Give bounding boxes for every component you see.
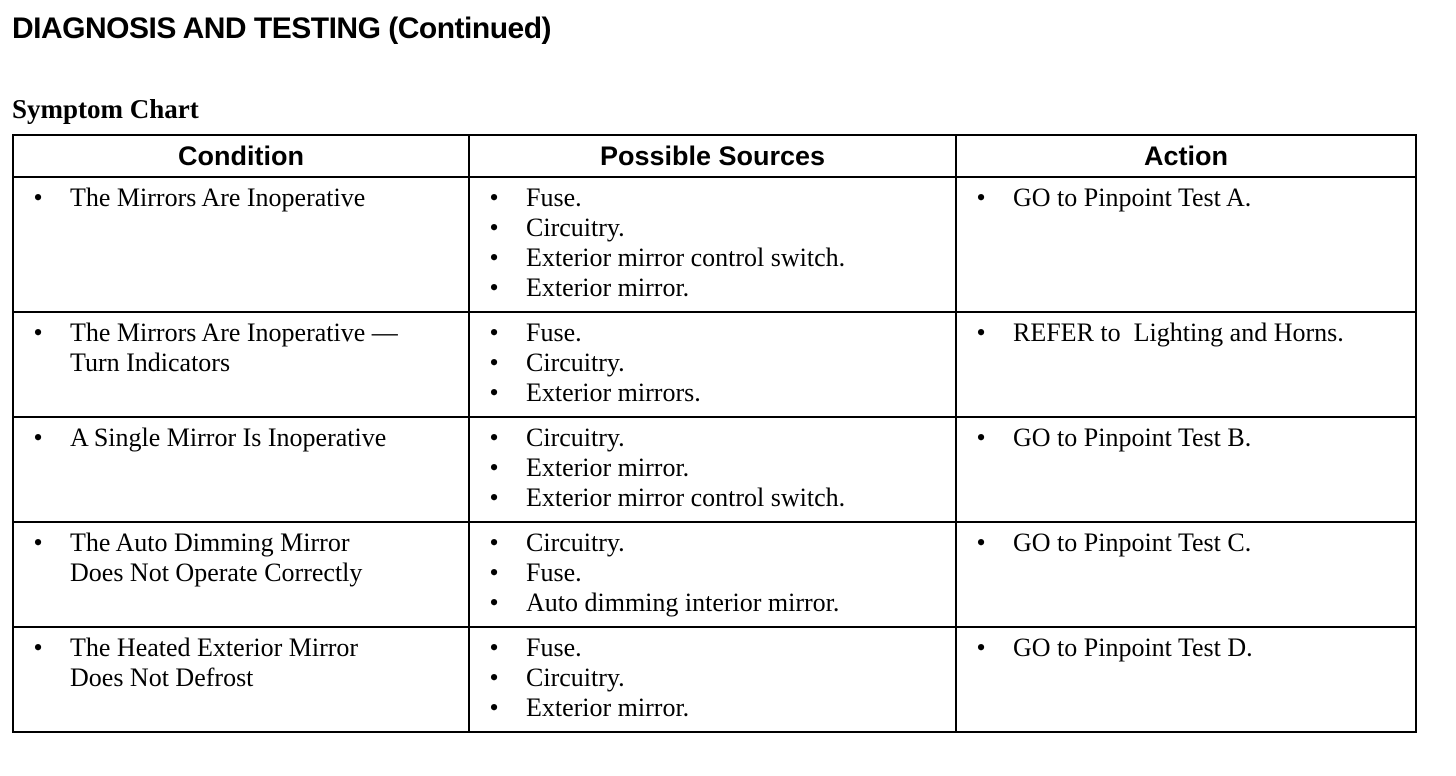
list-item <box>470 558 955 588</box>
list-item <box>470 483 955 513</box>
section-title: Symptom Chart <box>12 94 199 124</box>
bullet-icon: • <box>489 243 499 272</box>
bullet-icon: • <box>976 528 986 557</box>
condition-line: The Auto Dimming Mirror <box>70 528 350 557</box>
list-item <box>470 378 955 408</box>
source-item: Exterior mirror. <box>526 693 690 722</box>
sources-cell <box>469 177 956 312</box>
sources-cell <box>469 417 956 522</box>
action-item: GO to Pinpoint Test A. <box>1013 183 1252 212</box>
condition-line: Does Not Operate Correctly <box>70 558 363 587</box>
list-item <box>957 528 1415 558</box>
table-row <box>13 522 1416 627</box>
source-item: Circuitry. <box>526 663 625 692</box>
bullet-icon: • <box>33 183 43 212</box>
list-item <box>470 693 955 723</box>
action-cell <box>956 177 1416 312</box>
bullet-icon: • <box>489 483 499 512</box>
bullet-icon: • <box>489 558 499 587</box>
list-item <box>470 243 955 273</box>
bullet-icon: • <box>489 213 499 242</box>
action-item: GO to Pinpoint Test B. <box>1013 423 1252 452</box>
action-cell <box>956 627 1416 732</box>
condition-cell <box>13 312 469 417</box>
list-item <box>14 528 468 588</box>
source-item: Circuitry. <box>526 423 625 452</box>
source-item: Circuitry. <box>526 213 625 242</box>
list-item <box>470 213 955 243</box>
condition-cell <box>13 417 469 522</box>
list-item <box>470 633 955 663</box>
list-item <box>14 633 468 693</box>
bullet-icon: • <box>489 663 499 692</box>
bullet-icon: • <box>33 318 43 347</box>
action-cell <box>956 522 1416 627</box>
list-item <box>957 633 1415 663</box>
list-item <box>470 348 955 378</box>
bullet-icon: • <box>976 318 986 347</box>
source-item: Exterior mirror. <box>526 273 690 302</box>
source-item: Fuse. <box>526 558 582 587</box>
bullet-icon: • <box>489 378 499 407</box>
table-row <box>13 417 1416 522</box>
action-item: GO to Pinpoint Test D. <box>1013 633 1253 662</box>
bullet-icon: • <box>489 633 499 662</box>
condition-line: The Mirrors Are Inoperative — <box>70 318 398 347</box>
list-item <box>957 183 1415 213</box>
action-item: REFER to Lighting and Horns. <box>1013 318 1344 347</box>
list-item <box>470 528 955 558</box>
action-cell <box>956 417 1416 522</box>
list-item <box>14 318 468 378</box>
bullet-icon: • <box>489 348 499 377</box>
condition-line: The Heated Exterior Mirror <box>70 633 359 662</box>
table-header-row <box>13 135 1416 177</box>
condition-cell <box>13 522 469 627</box>
bullet-icon: • <box>489 453 499 482</box>
bullet-icon: • <box>489 423 499 452</box>
bullet-icon: • <box>976 183 986 212</box>
source-item: Exterior mirror. <box>526 453 690 482</box>
table-row <box>13 312 1416 417</box>
column-header-condition: Condition <box>13 135 469 177</box>
table-row <box>13 627 1416 732</box>
bullet-icon: • <box>976 633 986 662</box>
list-item <box>470 663 955 693</box>
symptom-chart-table <box>12 134 1417 733</box>
bullet-icon: • <box>489 528 499 557</box>
page-title: DIAGNOSIS AND TESTING (Continued) <box>12 12 552 45</box>
bullet-icon: • <box>489 693 499 722</box>
table-row <box>13 177 1416 312</box>
condition-line: Turn Indicators <box>70 348 231 377</box>
source-item: Exterior mirrors. <box>526 378 701 407</box>
condition-line: Does Not Defrost <box>70 663 254 692</box>
column-header-possible-sources: Possible Sources <box>469 135 956 177</box>
list-item <box>470 273 955 303</box>
list-item <box>470 453 955 483</box>
list-item <box>14 423 468 453</box>
list-item <box>470 423 955 453</box>
source-item: Exterior mirror control switch. <box>526 243 846 272</box>
list-item <box>470 318 955 348</box>
condition-line: The Mirrors Are Inoperative <box>70 183 366 212</box>
list-item <box>957 318 1415 348</box>
condition-line: A Single Mirror Is Inoperative <box>70 423 387 452</box>
bullet-icon: • <box>33 528 43 557</box>
bullet-icon: • <box>976 423 986 452</box>
column-header-action: Action <box>956 135 1416 177</box>
source-item: Auto dimming interior mirror. <box>526 588 840 617</box>
sources-cell <box>469 522 956 627</box>
source-item: Fuse. <box>526 318 582 347</box>
sources-cell <box>469 312 956 417</box>
action-item: GO to Pinpoint Test C. <box>1013 528 1252 557</box>
list-item <box>470 588 955 618</box>
source-item: Exterior mirror control switch. <box>526 483 846 512</box>
source-item: Circuitry. <box>526 348 625 377</box>
list-item <box>470 183 955 213</box>
bullet-icon: • <box>33 633 43 662</box>
action-cell <box>956 312 1416 417</box>
bullet-icon: • <box>489 588 499 617</box>
source-item: Fuse. <box>526 183 582 212</box>
condition-cell <box>13 627 469 732</box>
bullet-icon: • <box>489 183 499 212</box>
bullet-icon: • <box>489 318 499 347</box>
condition-cell <box>13 177 469 312</box>
list-item <box>957 423 1415 453</box>
bullet-icon: • <box>489 273 499 302</box>
sources-cell <box>469 627 956 732</box>
source-item: Circuitry. <box>526 528 625 557</box>
bullet-icon: • <box>33 423 43 452</box>
source-item: Fuse. <box>526 633 582 662</box>
list-item <box>14 183 468 213</box>
